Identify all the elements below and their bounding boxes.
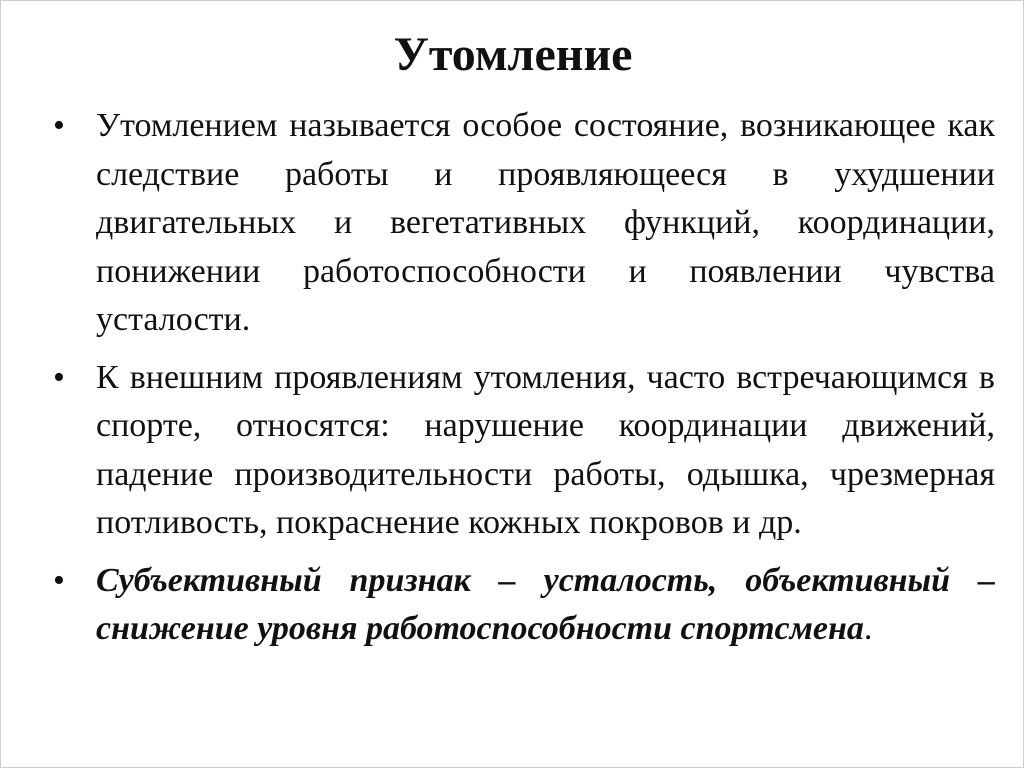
bullet-signs-summary-text: Субъективный признак – усталость, объективный – снижение уровня работоспособности спортсмена [96,561,995,647]
bullet-list [53,102,995,663]
bullet-definition [53,102,995,345]
slide-title: Утомление [393,28,633,81]
bullet-external-signs [53,354,995,548]
bullet-definition-text: Утомлением называется особое состояние, возникающее как следствие работы и проявляющееся в ухудшении двигательных и вегетативных функций, координации, понижении работоспособности и появлении чувства усталости. [96,107,995,338]
bullet-signs-summary [53,557,995,654]
bullet-external-signs-text: К внешним проявлениям утомления, часто встречающимся в спорте, относятся: нарушение координации движений, падение производительности работы, одышка, чрезмерная потливость, покраснение кожных покровов и др. [96,358,995,541]
bullet-signs-summary-period: . [863,610,873,647]
